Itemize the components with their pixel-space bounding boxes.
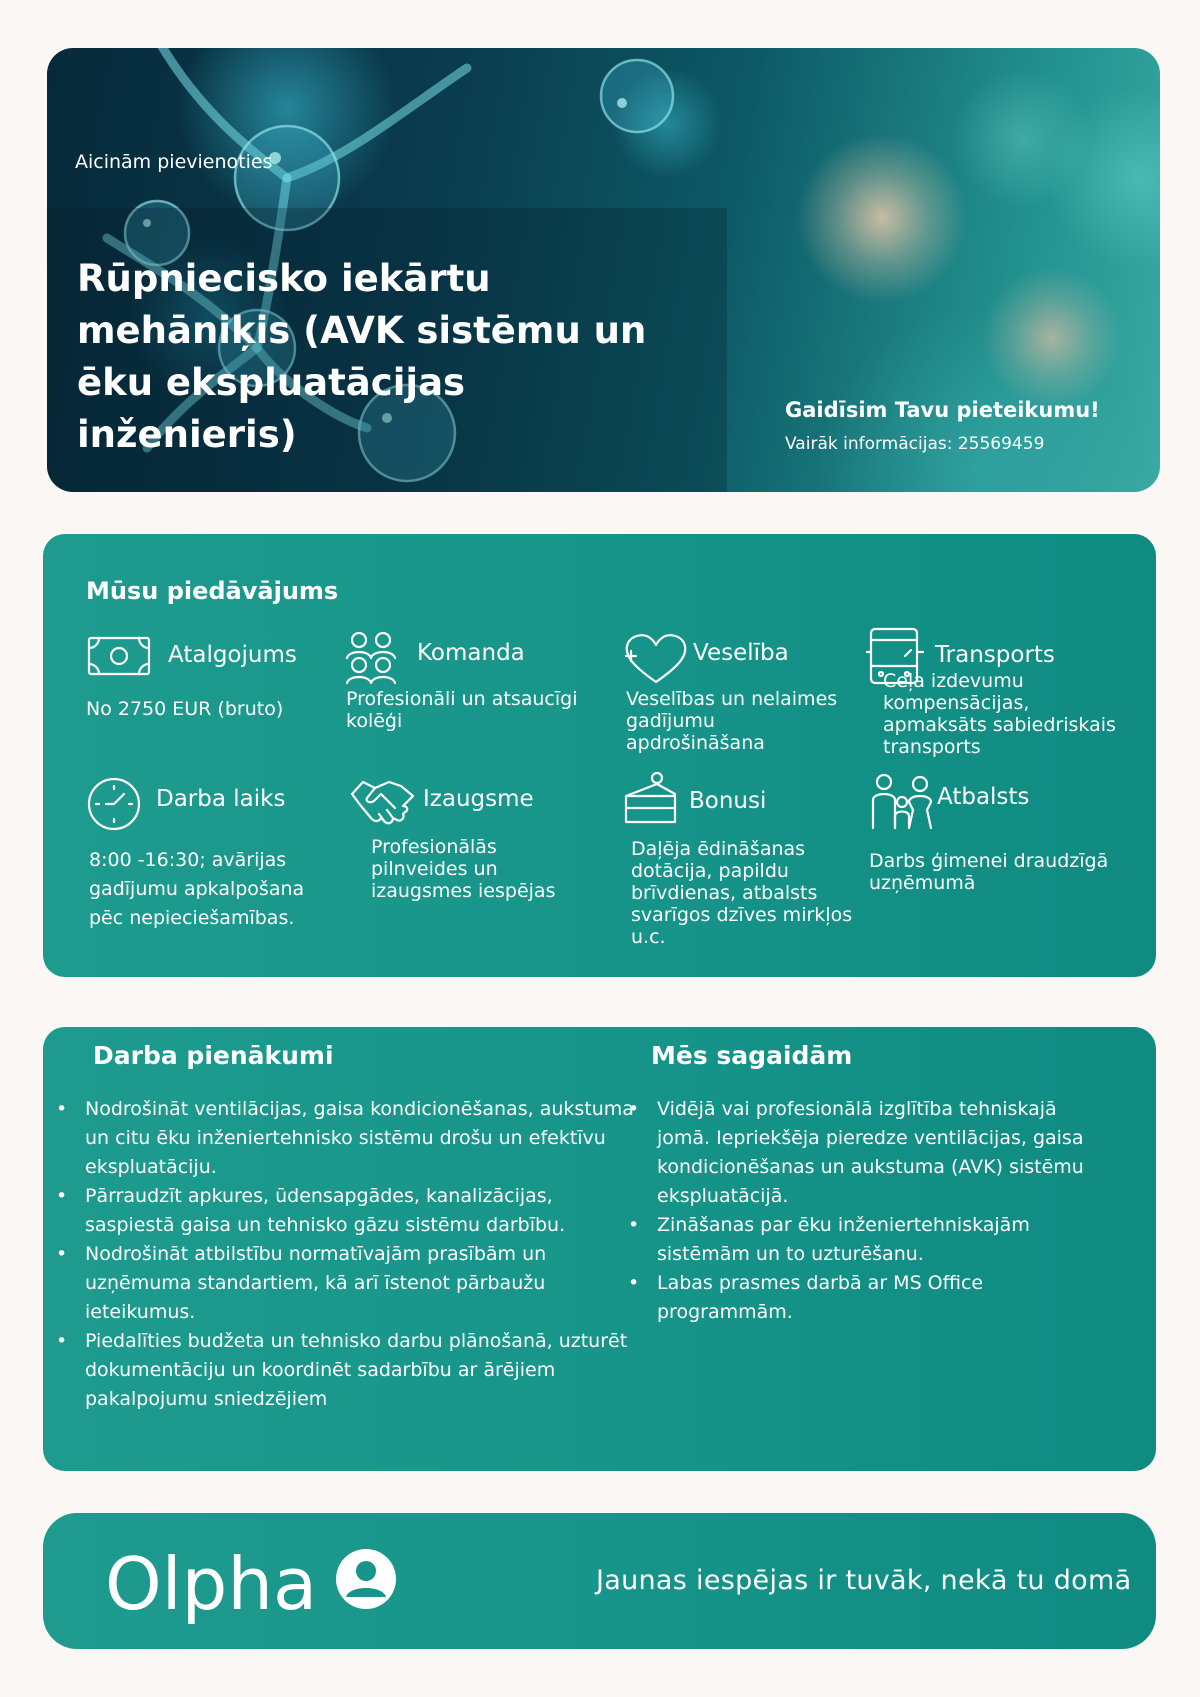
- offer-label: Bonusi: [689, 788, 767, 814]
- offer-label: Komanda: [417, 640, 525, 666]
- hero-banner: [47, 48, 1160, 492]
- duties-panel: [43, 1027, 1156, 1471]
- team-icon: [343, 630, 399, 686]
- offer-desc: Profesionāli un atsaucīgi kolēģi: [346, 688, 578, 732]
- offer-label: Atbalsts: [937, 784, 1030, 810]
- handshake-icon: [349, 774, 417, 832]
- list-item: • Piedalīties budžeta un tehnisko darbu plānošanā, uzturēt dokumentāciju un koordinēt sadarbību ar ārējiem pakalpojumu sniedzējiem: [48, 1327, 648, 1414]
- clock-icon: [86, 776, 142, 832]
- footer-banner: [43, 1513, 1156, 1649]
- list-item: • Labas prasmes darbā ar MS Office programmām.: [620, 1269, 1110, 1327]
- offer-desc: No 2750 EUR (bruto): [86, 698, 284, 720]
- offer-label: Izaugsme: [423, 786, 534, 812]
- offer-item-hours: [86, 776, 326, 946]
- banknote-icon: [86, 634, 152, 678]
- person-icon: [336, 1549, 396, 1609]
- family-icon: [869, 772, 937, 830]
- heart-icon: [623, 630, 689, 686]
- list-item: • Vidējā vai profesionālā izglītība tehniskajā jomā. Iepriekšēja pieredze ventilācijas, gaisa kondicionēšanas un aukstuma (AVK) sistēmu ekspluatācijā.: [620, 1095, 1110, 1211]
- list-item: • Zināšanas par ēku inženiertehniskajām sistēmām un to uzturēšanu.: [620, 1211, 1110, 1269]
- list-item: • Pārraudzīt apkures, ūdensapgādes, kanalizācijas, saspiestā gaisa un tehnisko gāzu sistēmu darbību.: [48, 1182, 648, 1240]
- offer-desc: Daļēja ēdināšanas dotācija, papildu brīvdienas, atbalsts svarīgos dzīves mirkļos u.c.: [631, 838, 853, 948]
- offer-desc: Veselības un nelaimes gadījumu apdrošināšana: [626, 688, 838, 754]
- offer-heading: Mūsu piedāvājums: [86, 577, 339, 605]
- offer-item-team: [343, 630, 603, 740]
- expectations-title: Mēs sagaidām: [651, 1041, 853, 1070]
- contact-info: Vairāk informācijas: 25569459: [785, 434, 1045, 454]
- offer-item-health: [623, 630, 863, 760]
- offer-label: Veselība: [693, 640, 789, 666]
- cake-icon: [623, 770, 679, 826]
- company-logo: [105, 1535, 405, 1627]
- duties-title: Darba pienākumi: [93, 1041, 334, 1070]
- offer-label: Atalgojums: [168, 642, 297, 668]
- offer-label: Darba laiks: [156, 786, 286, 812]
- offer-item-transport: [865, 626, 1125, 776]
- offer-item-bonus: [623, 770, 863, 960]
- expectations-list: [620, 1095, 1110, 1327]
- offer-desc: Profesionālās pilnveides un izaugsmes iespējas: [371, 836, 556, 902]
- offer-item-salary: [86, 632, 326, 732]
- list-item: • Nodrošināt ventilācijas, gaisa kondicionēšanas, aukstuma un citu ēku inženiertehnisko sistēmu drošu un efektīvu ekspluatāciju.: [48, 1095, 648, 1182]
- hero-kicker: Aicinām pievienoties: [75, 151, 273, 173]
- offer-label: Transports: [935, 642, 1055, 668]
- offer-item-support: [869, 772, 1129, 892]
- offer-item-growth: [349, 774, 599, 924]
- job-title: Rūpniecisko iekārtu mehāniķis (AVK sistēmu un ēku ekspluatācijas inženieris): [77, 257, 647, 456]
- offer-desc: 8:00 -16:30; avārijas gadījumu apkalpošana pēc nepieciešamības.: [89, 849, 305, 929]
- application-call: Gaidīsim Tavu pieteikumu!: [785, 398, 1100, 422]
- offer-desc: Ceļa izdevumu kompensācijas, apmaksāts sabiedriskais transports: [883, 670, 1116, 758]
- duties-list: [48, 1095, 648, 1414]
- list-item: • Nodrošināt atbilstību normatīvajām prasībām un uzņēmuma standartiem, kā arī īstenot pārbaužu ieteikumus.: [48, 1240, 648, 1327]
- offer-panel: [43, 534, 1156, 977]
- offer-desc: Darbs ģimenei draudzīgā uzņēmumā: [869, 850, 1109, 894]
- logo-wordmark: Olpha: [105, 1542, 318, 1626]
- footer-slogan: Jaunas iespējas ir tuvāk, nekā tu domā: [596, 1565, 1132, 1596]
